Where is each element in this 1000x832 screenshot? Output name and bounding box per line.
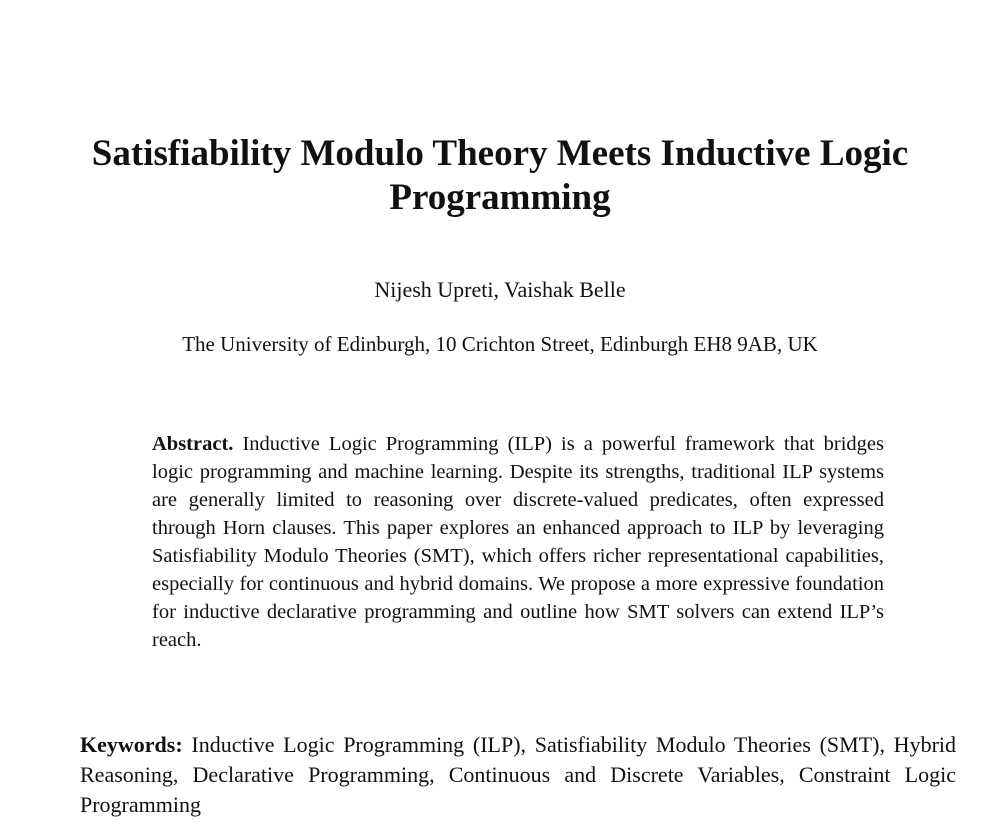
keywords-label: Keywords:: [80, 732, 183, 757]
keywords-section: [80, 730, 956, 820]
paper-affiliation: The University of Edinburgh, 10 Crichton Street, Edinburgh EH8 9AB, UK: [182, 332, 818, 356]
abstract-text: Inductive Logic Programming (ILP) is a powerful framework that bridges logic programming and machine learning. Despite its strengths, traditional ILP systems are generally limited to reasoning over discrete-valued predicates, often expressed through Horn clauses. This paper explores an enhanced approach to ILP by leveraging Satisfiability Modulo Theories (SMT), which offers richer representational capabilities, especially for continuous and hybrid domains. We propose a more expressive foundation for inductive declarative programming and outline how SMT solvers can extend ILP’s reach.: [152, 433, 885, 651]
abstract-label: Abstract.: [152, 433, 234, 455]
keywords-text: Inductive Logic Programming (ILP), Satisfiability Modulo Theories (SMT), Hybrid Reasoning, Declarative Programming, Continuous and Discrete Variables, Constraint Logic Programming: [80, 732, 957, 817]
abstract-section: [152, 430, 884, 654]
paper-authors: Nijesh Upreti, Vaishak Belle: [374, 277, 626, 302]
paper-title: Satisfiability Modulo Theory Meets Inductive Logic Programming: [91, 133, 909, 218]
